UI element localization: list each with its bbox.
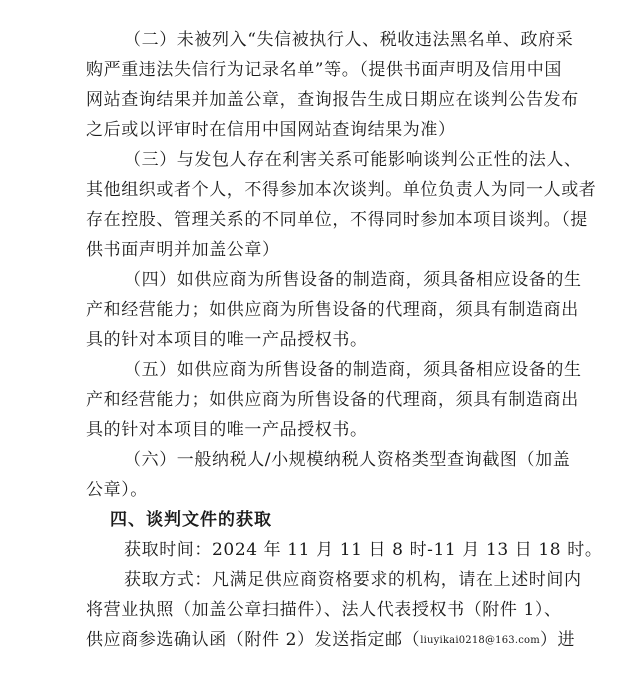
item-2-line-4: 之后或以评审时在信用中国网站查询结果为准） xyxy=(86,120,456,140)
item-4-line-1: （四）如供应商为所售设备的制造商，须具备相应设备的生 xyxy=(124,270,582,290)
item-3-line-4: 供书面声明并加盖公章） xyxy=(86,240,280,260)
acquisition-method-line-2: 将营业执照（加盖公章扫描件）、法人代表授权书（附件 1）、 xyxy=(86,600,562,620)
item-4-line-2: 产和经营能力；如供应商为所售设备的代理商，须具有制造商出 xyxy=(86,300,579,320)
item-5-line-1: （五）如供应商为所售设备的制造商，须具备相应设备的生 xyxy=(124,360,582,380)
acquisition-method-suffix: ）进 xyxy=(539,630,576,650)
section-heading: 四、谈判文件的获取 xyxy=(110,510,272,530)
item-6-line-1: （六）一般纳税人/小规模纳税人资格类型查询截图（加盖 xyxy=(124,450,571,470)
item-4-line-3: 具的针对本项目的唯一产品授权书。 xyxy=(86,330,368,350)
email-address[interactable]: liuyikai0218@163.com xyxy=(420,635,540,646)
acquisition-time: 获取时间：2024 年 11 月 11 日 8 时-11 月 13 日 18 时。 xyxy=(124,540,603,560)
acquisition-method-text: 供应商参选确认函（附件 2）发送指定邮（ xyxy=(86,630,421,650)
item-3-line-2: 其他组织或者个人，不得参加本次谈判。单位负责人为同一人或者 xyxy=(86,180,597,200)
item-3-line-3: 存在控股、管理关系的不同单位，不得同时参加本项目谈判。（提 xyxy=(86,210,588,230)
item-5-line-3: 具的针对本项目的唯一产品授权书。 xyxy=(86,420,368,440)
acquisition-method-line-1: 获取方式：凡满足供应商资格要求的机构，请在上述时间内 xyxy=(124,570,582,590)
item-2-line-3: 网站查询结果并加盖公章，查询报告生成日期应在谈判公告发布 xyxy=(86,90,579,110)
item-2-line-2: 购严重违法失信行为记录名单”等。（提供书面声明及信用中国 xyxy=(86,60,562,80)
item-3-line-1: （三）与发包人存在利害关系可能影响谈判公正性的法人、 xyxy=(124,150,582,170)
item-6-line-2: 公章）。 xyxy=(86,480,148,500)
item-2-line-1: （二）未被列入“失信被执行人、税收违法黑名单、政府采 xyxy=(124,30,574,50)
acquisition-method-line-3 xyxy=(86,630,576,651)
item-5-line-2: 产和经营能力；如供应商为所售设备的代理商，须具有制造商出 xyxy=(86,390,579,410)
